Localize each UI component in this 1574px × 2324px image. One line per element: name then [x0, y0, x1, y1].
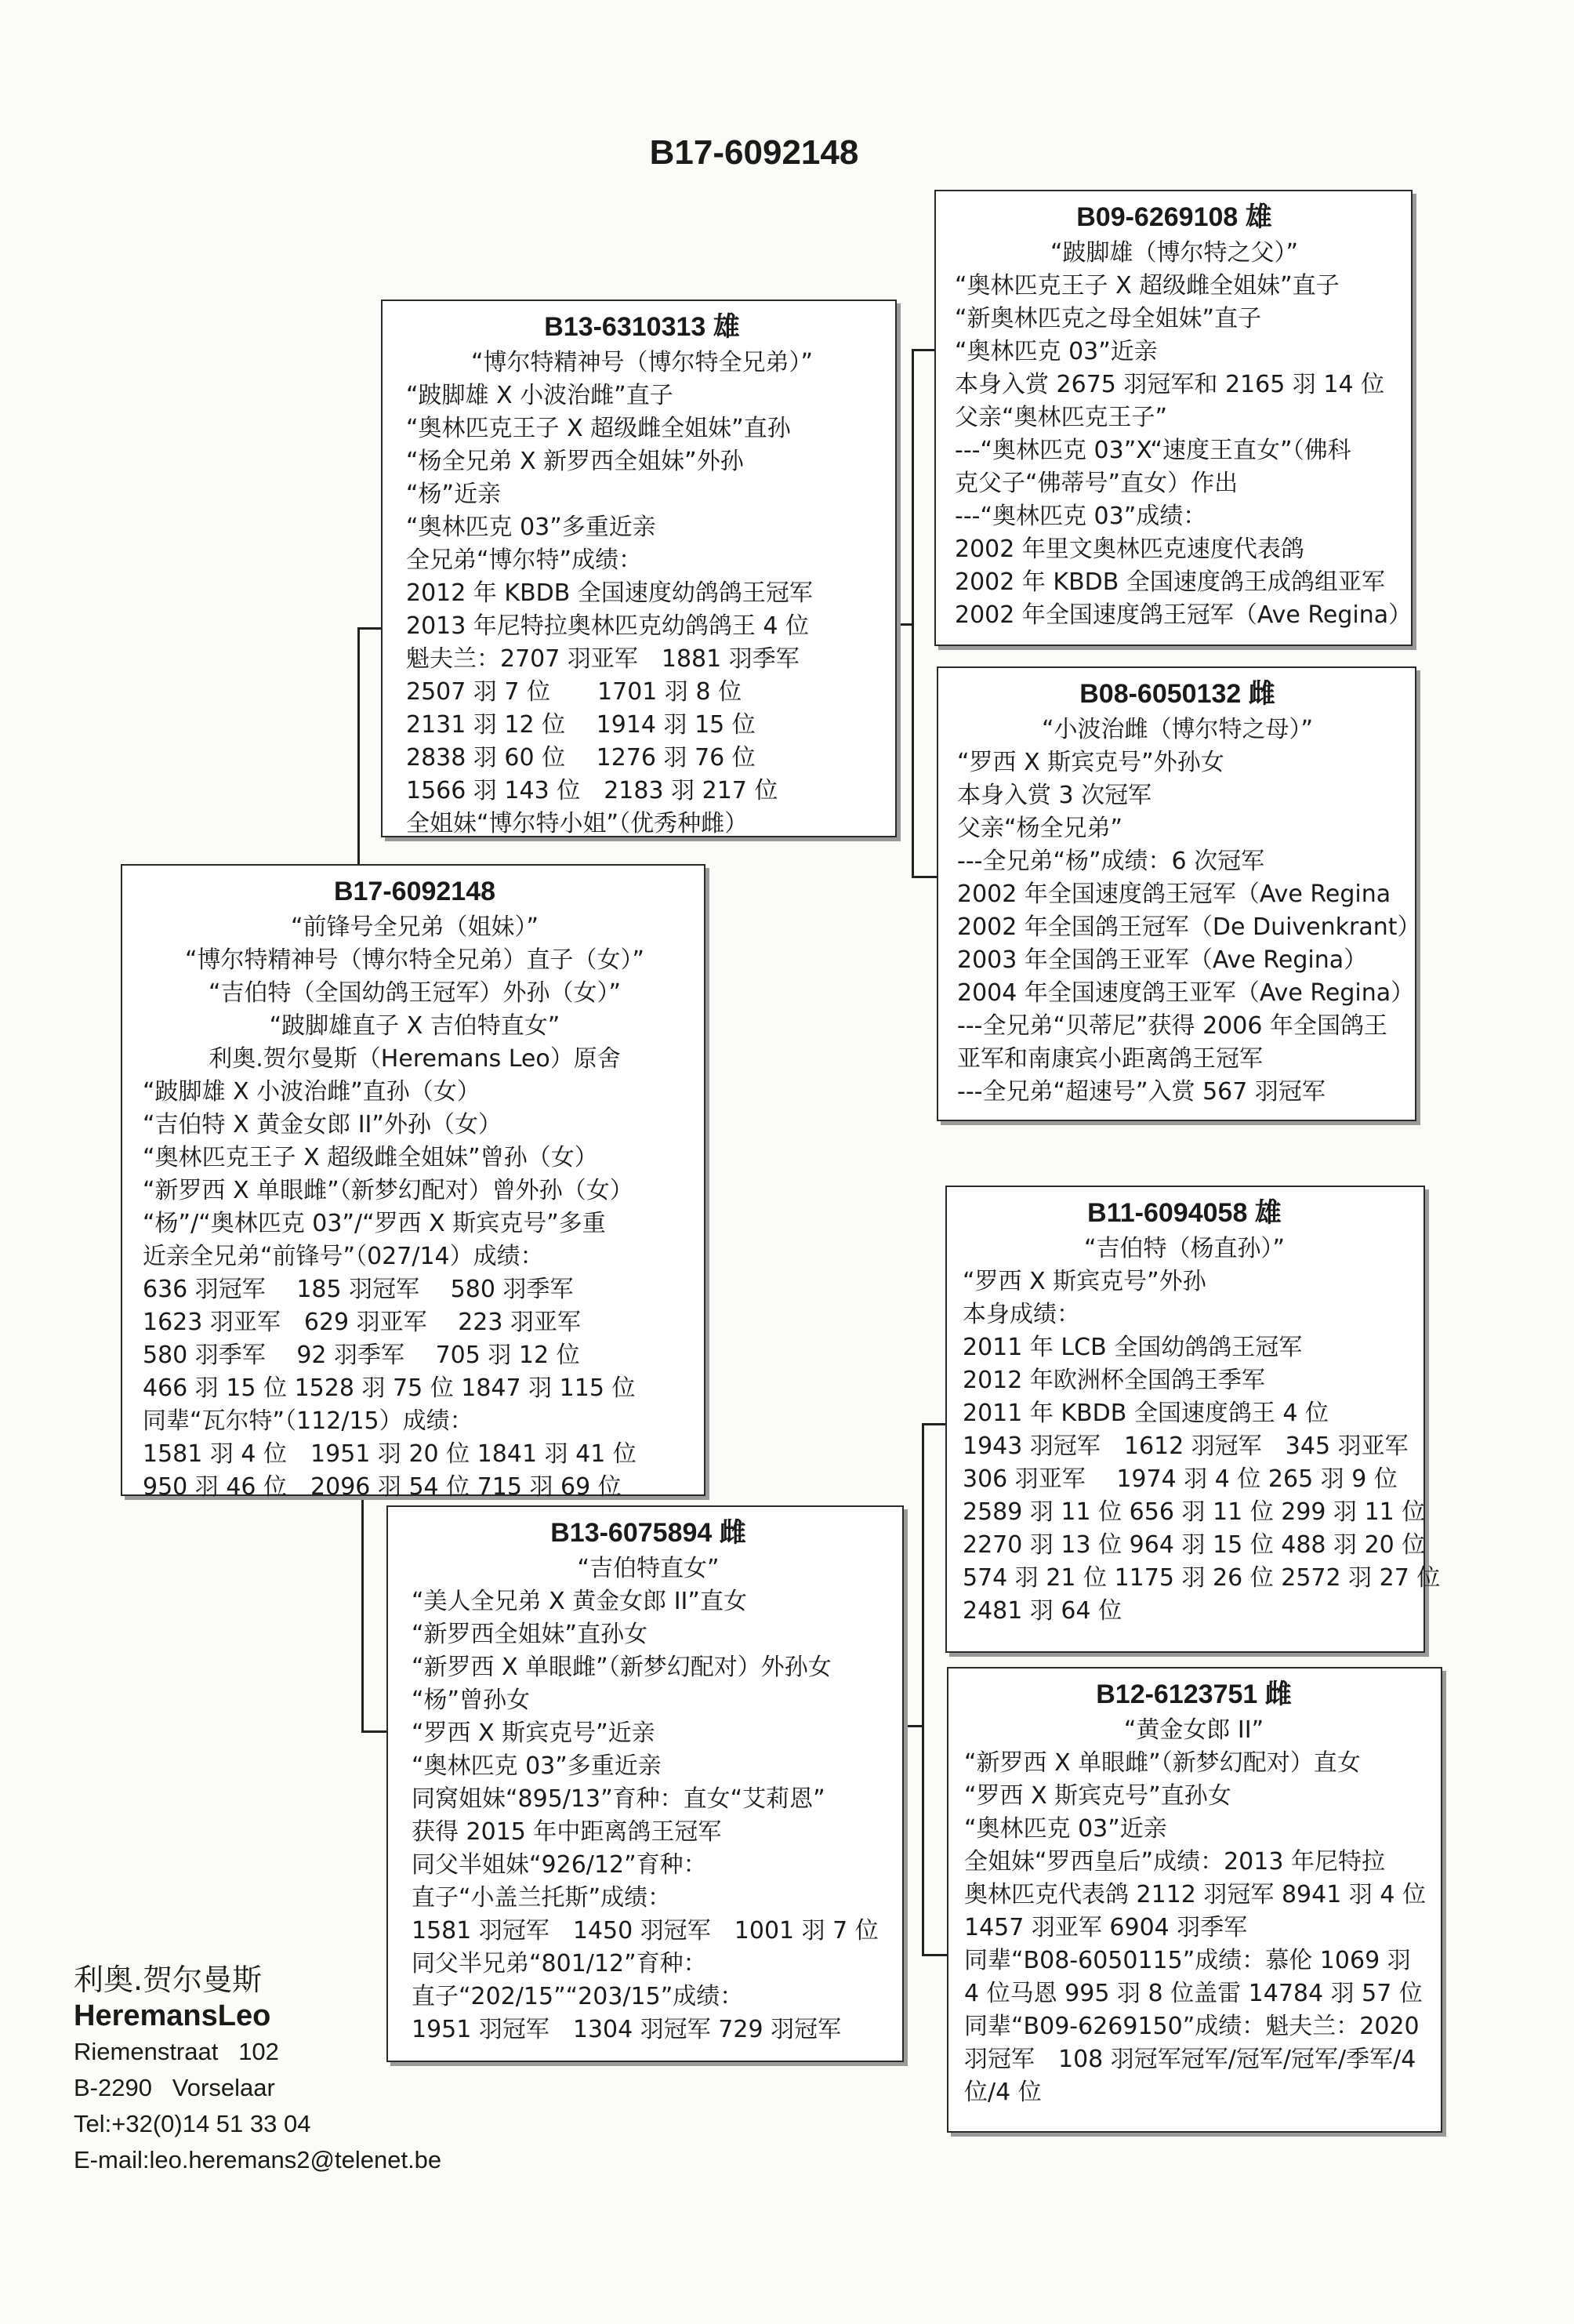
grandsire-paternal-line: 2002 年全国速度鸽王冠军（Ave Regina） — [955, 601, 1413, 629]
dam-line: “新罗西全姐妹”直孙女 — [412, 1621, 648, 1648]
dam-line: 同窝姐妹“895/13”育种：直女“艾莉恩” — [412, 1785, 825, 1813]
owner-contact — [74, 1962, 441, 2178]
granddam-maternal-line: 同辈“B08-6050115”成绩：慕伦 1069 羽 — [964, 1947, 1411, 1974]
sire-line: 2507 羽 7 位 1701 羽 8 位 — [406, 678, 742, 706]
dam-line: 获得 2015 年中距离鸽王冠军 — [412, 1818, 722, 1846]
granddam-paternal-line: ---全兄弟“杨”成绩：6 次冠军 — [957, 848, 1265, 875]
connector-ss-horizontal — [912, 349, 935, 351]
granddam-paternal-line: ---全兄弟“贝蒂尼”获得 2006 年全国鸽王 — [957, 1012, 1387, 1040]
grandsire-paternal-line: ---“奥林匹克 03”成绩： — [955, 503, 1207, 530]
granddam-paternal-line: 亚军和南康宾小距离鸽王冠军 — [957, 1045, 1263, 1073]
dam-line: “吉伯特直女” — [577, 1555, 720, 1582]
granddam-paternal-line: ---全兄弟“超速号”入赏 567 羽冠军 — [957, 1078, 1326, 1106]
granddam-maternal-line: 全姐妹“罗西皇后”成绩：2013 年尼特拉 — [964, 1848, 1385, 1876]
grandsire-maternal-line: “吉伯特（杨直孙）” — [1083, 1235, 1286, 1262]
sire-line: “博尔特精神号（博尔特全兄弟）” — [470, 349, 814, 376]
granddam-maternal-line: 位/4 位 — [964, 2079, 1042, 2106]
main-line: “吉伯特 X 黄金女郎 II”外孙（女） — [143, 1111, 502, 1138]
sire-line: 1566 羽 143 位 2183 羽 217 位 — [406, 777, 778, 804]
grandsire-maternal-line: 1943 羽冠军 1612 羽冠军 345 羽亚军 — [963, 1433, 1409, 1460]
owner-name-chinese: 利奥.贺尔曼斯 — [74, 1963, 263, 1997]
owner-street: Riemenstraat 102 — [74, 2038, 279, 2065]
granddam-maternal-line: 1457 羽亚军 6904 羽季军 — [964, 1914, 1248, 1941]
granddam-maternal-line: “新罗西 X 单眼雌”（新梦幻配对）直女 — [964, 1749, 1361, 1777]
sire-line: 2131 羽 12 位 1914 羽 15 位 — [406, 711, 756, 739]
granddam-maternal-ring-number: B12-6123751 雌 — [1096, 1679, 1292, 1709]
dam-line: 同父半姐妹“926/12”育种： — [412, 1851, 707, 1879]
sire-line: “奥林匹克 03”多重近亲 — [406, 514, 656, 541]
granddam-paternal-line: 2004 年全国速度鸽王亚军（Ave Regina） — [957, 979, 1415, 1007]
sire-box — [381, 300, 897, 837]
grandsire-paternal-line: “新奥林匹克之母全姐妹”直子 — [955, 305, 1262, 332]
main-line: “跛脚雄 X 小波治雌”直孙（女） — [143, 1078, 481, 1106]
granddam-paternal-line: 父亲“杨全兄弟” — [957, 815, 1123, 842]
granddam-maternal-line: 同辈“B09-6269150”成绩：魁夫兰：2020 — [964, 2013, 1420, 2040]
dam-line: 同父半兄弟“801/12”育种： — [412, 1950, 707, 1977]
connector-dam-vertical — [361, 1494, 364, 1733]
sire-line: “杨”近亲 — [406, 481, 502, 508]
main-line: 近亲全兄弟“前锋号”（027/14）成绩： — [143, 1243, 544, 1270]
grandsire-maternal-line: 574 羽 21 位 1175 羽 26 位 2572 羽 27 位 — [963, 1564, 1441, 1592]
granddam-maternal-line: 羽冠军 108 羽冠军冠军/冠军/冠军/季军/4 — [964, 2046, 1416, 2073]
granddam-paternal-line: 2002 年全国速度鸽王冠军（Ave Regina — [957, 881, 1391, 908]
dam-line: “美人全兄弟 X 黄金女郎 II”直女 — [412, 1588, 747, 1615]
connector-sire-horizontal — [357, 627, 381, 630]
granddam-paternal-line: 2002 年全国鸽王冠军（De Duivenkrant） — [957, 913, 1421, 941]
grandsire-maternal-line: 2012 年欧洲杯全国鸽王季军 — [963, 1367, 1265, 1394]
owner-email: E-mail:leo.heremans2@telenet.be — [74, 2146, 442, 2173]
connector-sire-vertical — [357, 627, 360, 874]
grandsire-maternal-line: 2589 羽 11 位 656 羽 11 位 299 羽 11 位 — [963, 1498, 1426, 1526]
main-line: 580 羽季军 92 羽季军 705 羽 12 位 — [143, 1342, 580, 1369]
grandsire-maternal-line: 2011 年 LCB 全国幼鸽鸽王冠军 — [963, 1334, 1303, 1361]
dam-line: “奥林匹克 03”多重近亲 — [412, 1752, 662, 1780]
granddam-maternal-line: “罗西 X 斯宾克号”直孙女 — [964, 1782, 1231, 1810]
granddam-maternal-line: 奥林匹克代表鸽 2112 羽冠军 8941 羽 4 位 — [964, 1881, 1426, 1908]
granddam-paternal-line: “小波治雌（博尔特之母）” — [1041, 716, 1314, 743]
grandsire-maternal-ring-number: B11-6094058 雄 — [1087, 1198, 1282, 1228]
dam-line: “罗西 X 斯宾克号”近亲 — [412, 1719, 655, 1747]
dam-line: 直子“小盖兰托斯”成绩： — [412, 1884, 672, 1912]
grandsire-maternal-line: 2011 年 KBDB 全国速度鸽王 4 位 — [963, 1400, 1329, 1427]
dam-line: “杨”曾孙女 — [412, 1687, 531, 1714]
sire-line: 全兄弟“博尔特”成绩： — [406, 547, 643, 574]
connector-dd-horizontal — [922, 1954, 947, 1956]
main-line: 利奥.贺尔曼斯（Heremans Leo）原舍 — [209, 1045, 621, 1073]
dam-line: 1581 羽冠军 1450 羽冠军 1001 羽 7 位 — [412, 1917, 879, 1945]
main-line: 1623 羽亚军 629 羽亚军 223 羽亚军 — [143, 1309, 582, 1336]
connector-sire-stub — [896, 623, 913, 626]
main-line: 950 羽 46 位 2096 羽 54 位 715 羽 69 位 — [143, 1473, 622, 1501]
main-line: “吉伯特（全国幼鸽王冠军）外孙（女）” — [208, 979, 622, 1007]
grandsire-maternal-line: 2270 羽 13 位 964 羽 15 位 488 羽 20 位 — [963, 1531, 1426, 1559]
main-line: 466 羽 15 位 1528 羽 75 位 1847 羽 115 位 — [143, 1374, 636, 1402]
sire-ring-number: B13-6310313 雄 — [544, 312, 740, 342]
dam-line: 直子“202/15”“203/15”成绩： — [412, 1983, 744, 2010]
grandsire-paternal-line: ---“奥林匹克 03”X“速度王直女”（佛科 — [955, 437, 1351, 464]
sire-line: “杨全兄弟 X 新罗西全姐妹”外孙 — [406, 448, 744, 475]
granddam-paternal-box — [937, 666, 1421, 1121]
grandsire-paternal-line: “跛脚雄（博尔特之父）” — [1050, 239, 1299, 267]
connector-sd-horizontal — [912, 876, 937, 878]
main-line: 636 羽冠军 185 羽冠军 580 羽季军 — [143, 1276, 574, 1303]
grandsire-maternal-line: 2481 羽 64 位 — [963, 1597, 1122, 1625]
main-line: 1581 羽 4 位 1951 羽 20 位 1841 羽 41 位 — [143, 1440, 636, 1468]
main-line: 同辈“瓦尔特”（112/15）成绩： — [143, 1407, 473, 1435]
grandsire-paternal-line: 2002 年 KBDB 全国速度鸽王成鸽组亚军 — [955, 568, 1385, 596]
main-line: “跛脚雄直子 X 吉伯特直女” — [269, 1012, 560, 1040]
dam-box — [386, 1505, 904, 2062]
connector-sire-parents-vertical — [912, 349, 914, 878]
main-line: “前锋号全兄弟（姐妹）” — [290, 913, 539, 941]
grandsire-maternal-line: 306 羽亚军 1974 羽 4 位 265 羽 9 位 — [963, 1465, 1398, 1493]
sire-line: “跛脚雄 X 小波治雌”直子 — [406, 382, 673, 409]
owner-city: B-2290 Vorselaar — [74, 2074, 275, 2101]
connector-dam-stub — [903, 1725, 924, 1727]
granddam-maternal-box — [947, 1667, 1442, 2133]
main-ring-number: B17-6092148 — [333, 877, 496, 906]
main-pigeon-box — [121, 864, 705, 1501]
granddam-paternal-line: 2003 年全国鸽王亚军（Ave Regina） — [957, 946, 1368, 974]
granddam-maternal-line: “黄金女郎 II” — [1123, 1716, 1264, 1744]
connector-dam-parents-vertical — [922, 1423, 924, 1956]
grandsire-paternal-line: 克父子“佛蒂号”直女）作出 — [955, 470, 1239, 497]
sire-line: 2838 羽 60 位 1276 羽 76 位 — [406, 744, 756, 772]
page-title: B17-6092148 — [649, 133, 859, 172]
sire-line: “奥林匹克王子 X 超级雌全姐妹”直孙 — [406, 415, 791, 442]
grandsire-paternal-line: 2002 年里文奥林匹克速度代表鸽 — [955, 536, 1304, 563]
sire-line: 魁夫兰：2707 羽亚军 1881 羽季军 — [406, 645, 800, 673]
dam-line: 1951 羽冠军 1304 羽冠军 729 羽冠军 — [412, 2016, 842, 2043]
grandsire-paternal-line: “奥林匹克 03”近亲 — [955, 338, 1158, 365]
grandsire-maternal-line: “罗西 X 斯宾克号”外孙 — [963, 1268, 1206, 1295]
sire-line: 全姐妹“博尔特小姐”（优秀种雌） — [406, 810, 749, 837]
owner-name-english: HeremansLeo — [74, 1999, 271, 2032]
granddam-paternal-ring-number: B08-6050132 雌 — [1079, 679, 1275, 709]
main-line: “新罗西 X 单眼雌”（新梦幻配对）曾外孙（女） — [143, 1177, 633, 1204]
main-line: “杨”/“奥林匹克 03”/“罗西 X 斯宾克号”多重 — [143, 1210, 606, 1237]
granddam-maternal-line: 4 位马恩 995 羽 8 位盖雷 14784 羽 57 位 — [964, 1980, 1423, 2007]
connector-ds-horizontal — [922, 1423, 945, 1425]
grandsire-paternal-line: 父亲“奥林匹克王子” — [955, 404, 1168, 431]
grandsire-paternal-line: 本身入赏 2675 羽冠军和 2165 羽 14 位 — [955, 371, 1385, 398]
granddam-paternal-line: “罗西 X 斯宾克号”外孙女 — [957, 749, 1224, 776]
grandsire-paternal-ring-number: B09-6269108 雄 — [1076, 202, 1272, 232]
granddam-maternal-line: “奥林匹克 03”近亲 — [964, 1815, 1167, 1843]
connector-dam-horizontal — [361, 1730, 386, 1733]
grandsire-maternal-line: 本身成绩： — [963, 1301, 1080, 1328]
granddam-paternal-line: 本身入赏 3 次冠军 — [957, 782, 1152, 809]
dam-ring-number: B13-6075894 雌 — [550, 1518, 746, 1548]
grandsire-paternal-box — [934, 190, 1413, 646]
sire-line: 2012 年 KBDB 全国速度幼鸽鸽王冠军 — [406, 579, 813, 607]
grandsire-maternal-box — [945, 1186, 1441, 1653]
dam-line: “新罗西 X 单眼雌”（新梦幻配对）外孙女 — [412, 1654, 832, 1681]
main-line: “奥林匹克王子 X 超级雌全姐妹”曾孙（女） — [143, 1144, 598, 1171]
sire-line: 2013 年尼特拉奥林匹克幼鸽鸽王 4 位 — [406, 612, 810, 640]
owner-phone: Tel:+32(0)14 51 33 04 — [74, 2110, 311, 2137]
grandsire-paternal-line: “奥林匹克王子 X 超级雌全姐妹”直子 — [955, 272, 1340, 300]
main-line: “博尔特精神号（博尔特全兄弟）直子（女）” — [184, 946, 645, 974]
